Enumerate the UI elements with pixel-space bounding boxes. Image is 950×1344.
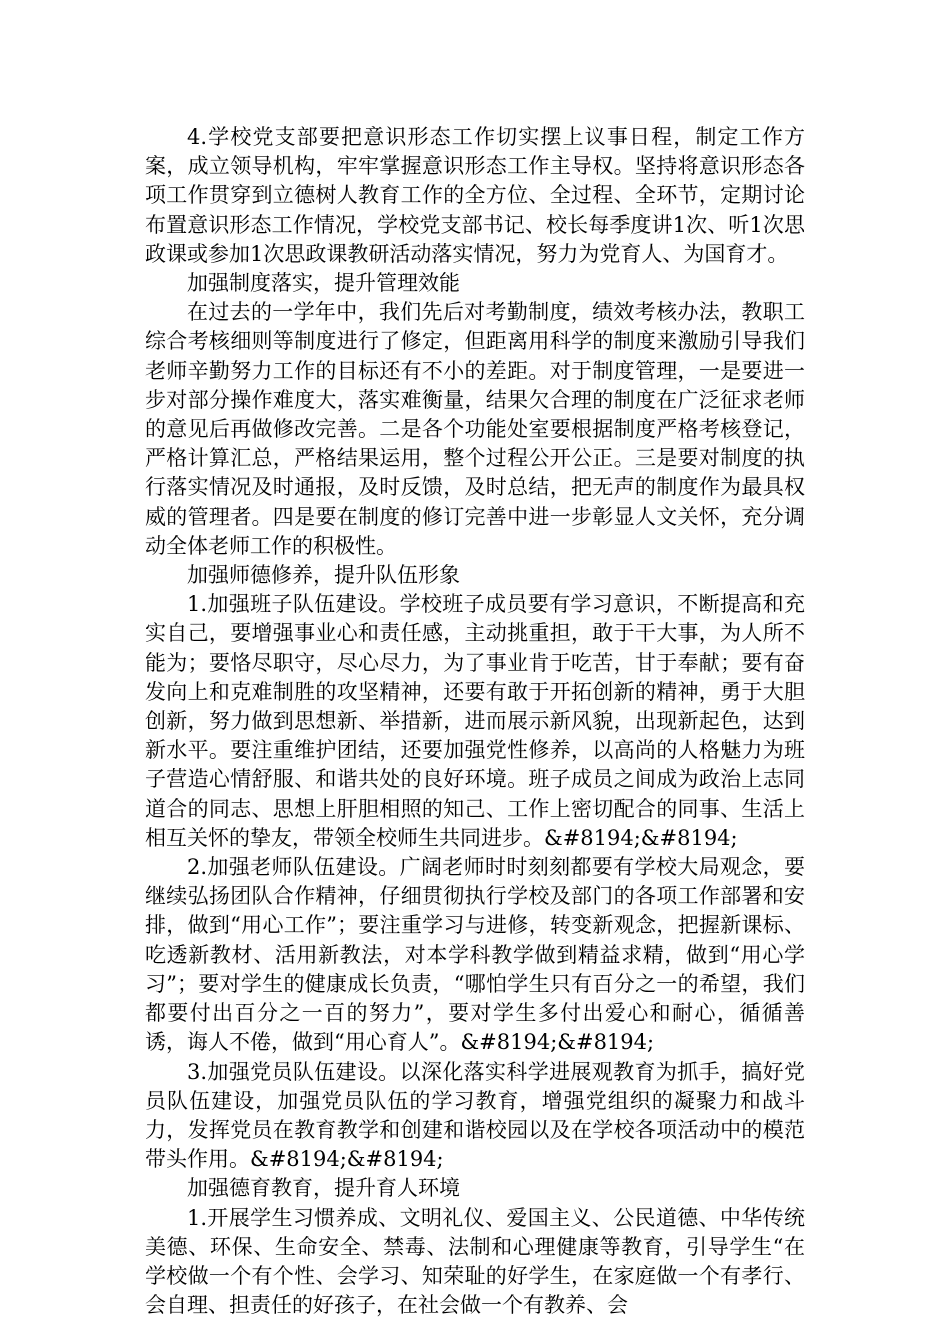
section-heading-system-implementation: 加强制度落实，提升管理效能 <box>187 271 460 296</box>
paragraph-student-habits: 1.开展学生习惯养成、文明礼仪、爱国主义、公民道德、中华传统美德、环保、生命安全、禁毒、法制和心理健康等教育，引导学生“在学校做一个有个性、会学习、知荣耻的好学生，在家庭做一个有孝行、会自理、担责任的好孩子，在社会做一个有教养、会 <box>145 1205 805 1318</box>
section-heading-moral-education: 加强德育教育，提升育人环境 <box>187 1176 460 1201</box>
paragraph-teacher-team: 2.加强老师队伍建设。广阔老师时时刻刻都要有学校大局观念，要继续弘扬团队合作精神，仔细贯彻执行学校及部门的各项工作部署和安排，做到“用心工作”；要注重学习与进修，转变新观念，把握新课标、吃透新教材、活用新教法，对本学科教学做到精益求精，做到“用心学习”；要对学生的健康成长负责，“哪怕学生只有百分之一的希望，我们都要付出百分之一百的努力”，要对学生多付出爱心和耐心，循循善诱，诲人不倦，做到“用心育人”。&#8194;&#8194; <box>145 855 805 1055</box>
paragraph-system-management: 在过去的一学年中，我们先后对考勤制度，绩效考核办法，教职工综合考核细则等制度进行了修定，但距离用科学的制度来激励引导我们老师辛勤努力工作的目标还有不小的差距。对于制度管理，一是要进一步对部分操作难度大，落实难衡量，结果欠合理的制度在广泛征求老师的意见后再做修改完善。二是各个功能处室要根据制度严格考核登记，严格计算汇总，严格结果运用，整个过程公开公正。三是要对制度的执行落实情况及时通报，及时反馈，及时总结，把无声的制度作为最具权威的管理者。四是要在制度的修订完善中进一步彰显人文关怀，充分调动全体老师工作的积极性。 <box>145 300 805 558</box>
document-page <box>145 123 805 1320</box>
paragraph-party-member-team: 3.加强党员队伍建设。以深化落实科学进展观教育为抓手，搞好党员队伍建设，加强党员队伍的学习教育，增强党组织的凝聚力和战斗力，发挥党员在教育教学和创建和谐校园以及在学校各项活动中的模范带头作用。&#8194;&#8194; <box>145 1059 805 1172</box>
section-heading-teacher-ethics: 加强师德修养，提升队伍形象 <box>187 563 460 588</box>
paragraph-party-ideology: 4.学校党支部要把意识形态工作切实摆上议事日程，制定工作方案，成立领导机构，牢牢掌握意识形态工作主导权。坚持将意识形态各项工作贯穿到立德树人教育工作的全方位、全过程、全环节，定期讨论布置意识形态工作情况，学校党支部书记、校长每季度讲1次、听1次思政课或参加1次思政课教研活动落实情况，努力为党育人、为国育才。 <box>145 125 805 266</box>
paragraph-leadership-team: 1.加强班子队伍建设。学校班子成员要有学习意识，不断提高和充实自己，要增强事业心和责任感，主动挑重担，敢于干大事，为人所不能为；要恪尽职守，尽心尽力，为了事业肯于吃苦，甘于奉献；要有奋发向上和克难制胜的攻坚精神，还要有敢于开拓创新的精神，勇于大胆创新，努力做到思想新、举措新，进而展示新风貌，出现新起色，达到新水平。要注重维护团结，还要加强党性修养，以高尚的人格魅力为班子营造心情舒服、和谐共处的良好环境。班子成员之间成为政治上志同道合的同志、思想上肝胆相照的知己、工作上密切配合的同事、生活上相互关怀的挚友，带领全校师生共同进步。&#8194;&#8194; <box>145 592 805 850</box>
